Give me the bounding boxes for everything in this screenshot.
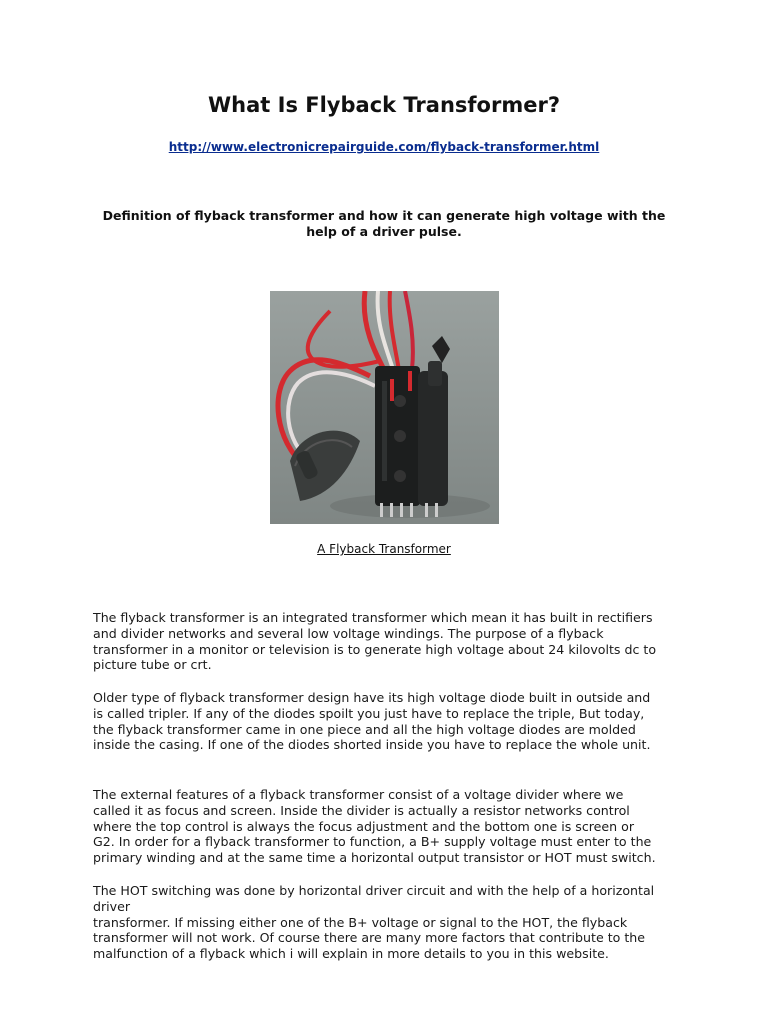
flyback-transformer-photo <box>270 291 499 524</box>
paragraph: Older type of flyback transformer design have its high voltage diode built in outside and is called tripler. If any of the diodes spoilt you just have to replace the triple, But today, the flyback transformer came in one piece and all the high voltage diodes are molded inside the casing. If one of the diodes shorted inside you have to replace the whole unit. <box>93 690 651 753</box>
source-link[interactable]: http://www.electronicrepairguide.com/flyback-transformer.html <box>168 140 600 154</box>
page-title: What Is Flyback Transformer? <box>208 93 560 117</box>
paragraph: The HOT switching was done by horizontal driver circuit and with the help of a horizontal driver transformer. If missing either one of the B+ voltage or signal to the HOT, the flyback transformer will not work. Of course there are many more factors that contribute to the malfunction of a flyback which i will explain in more details to you in this website. <box>93 883 655 962</box>
paragraph: The flyback transformer is an integrated transformer which mean it has built in rectifiers and divider networks and several low voltage windings. The purpose of a flyback transformer in a monitor or television is to generate high voltage about 24 kilovolts dc to picture tube or crt. <box>93 610 657 673</box>
flyback-transformer-illustration <box>270 291 499 524</box>
figure-caption: A Flyback Transformer <box>317 542 451 556</box>
paragraph: The external features of a flyback transformer consist of a voltage divider where we called it as focus and screen. Inside the divider is actually a resistor networks control where the top control is always the focus adjustment and the bottom one is screen or G2. In order for a flyback transformer to function, a B+ supply voltage must enter to the primary winding and at the same time a horizontal output transistor or HOT must switch. <box>93 787 656 866</box>
subtitle: Definition of flyback transformer and how it can generate high voltage with the help of a driver pulse. <box>102 208 666 239</box>
